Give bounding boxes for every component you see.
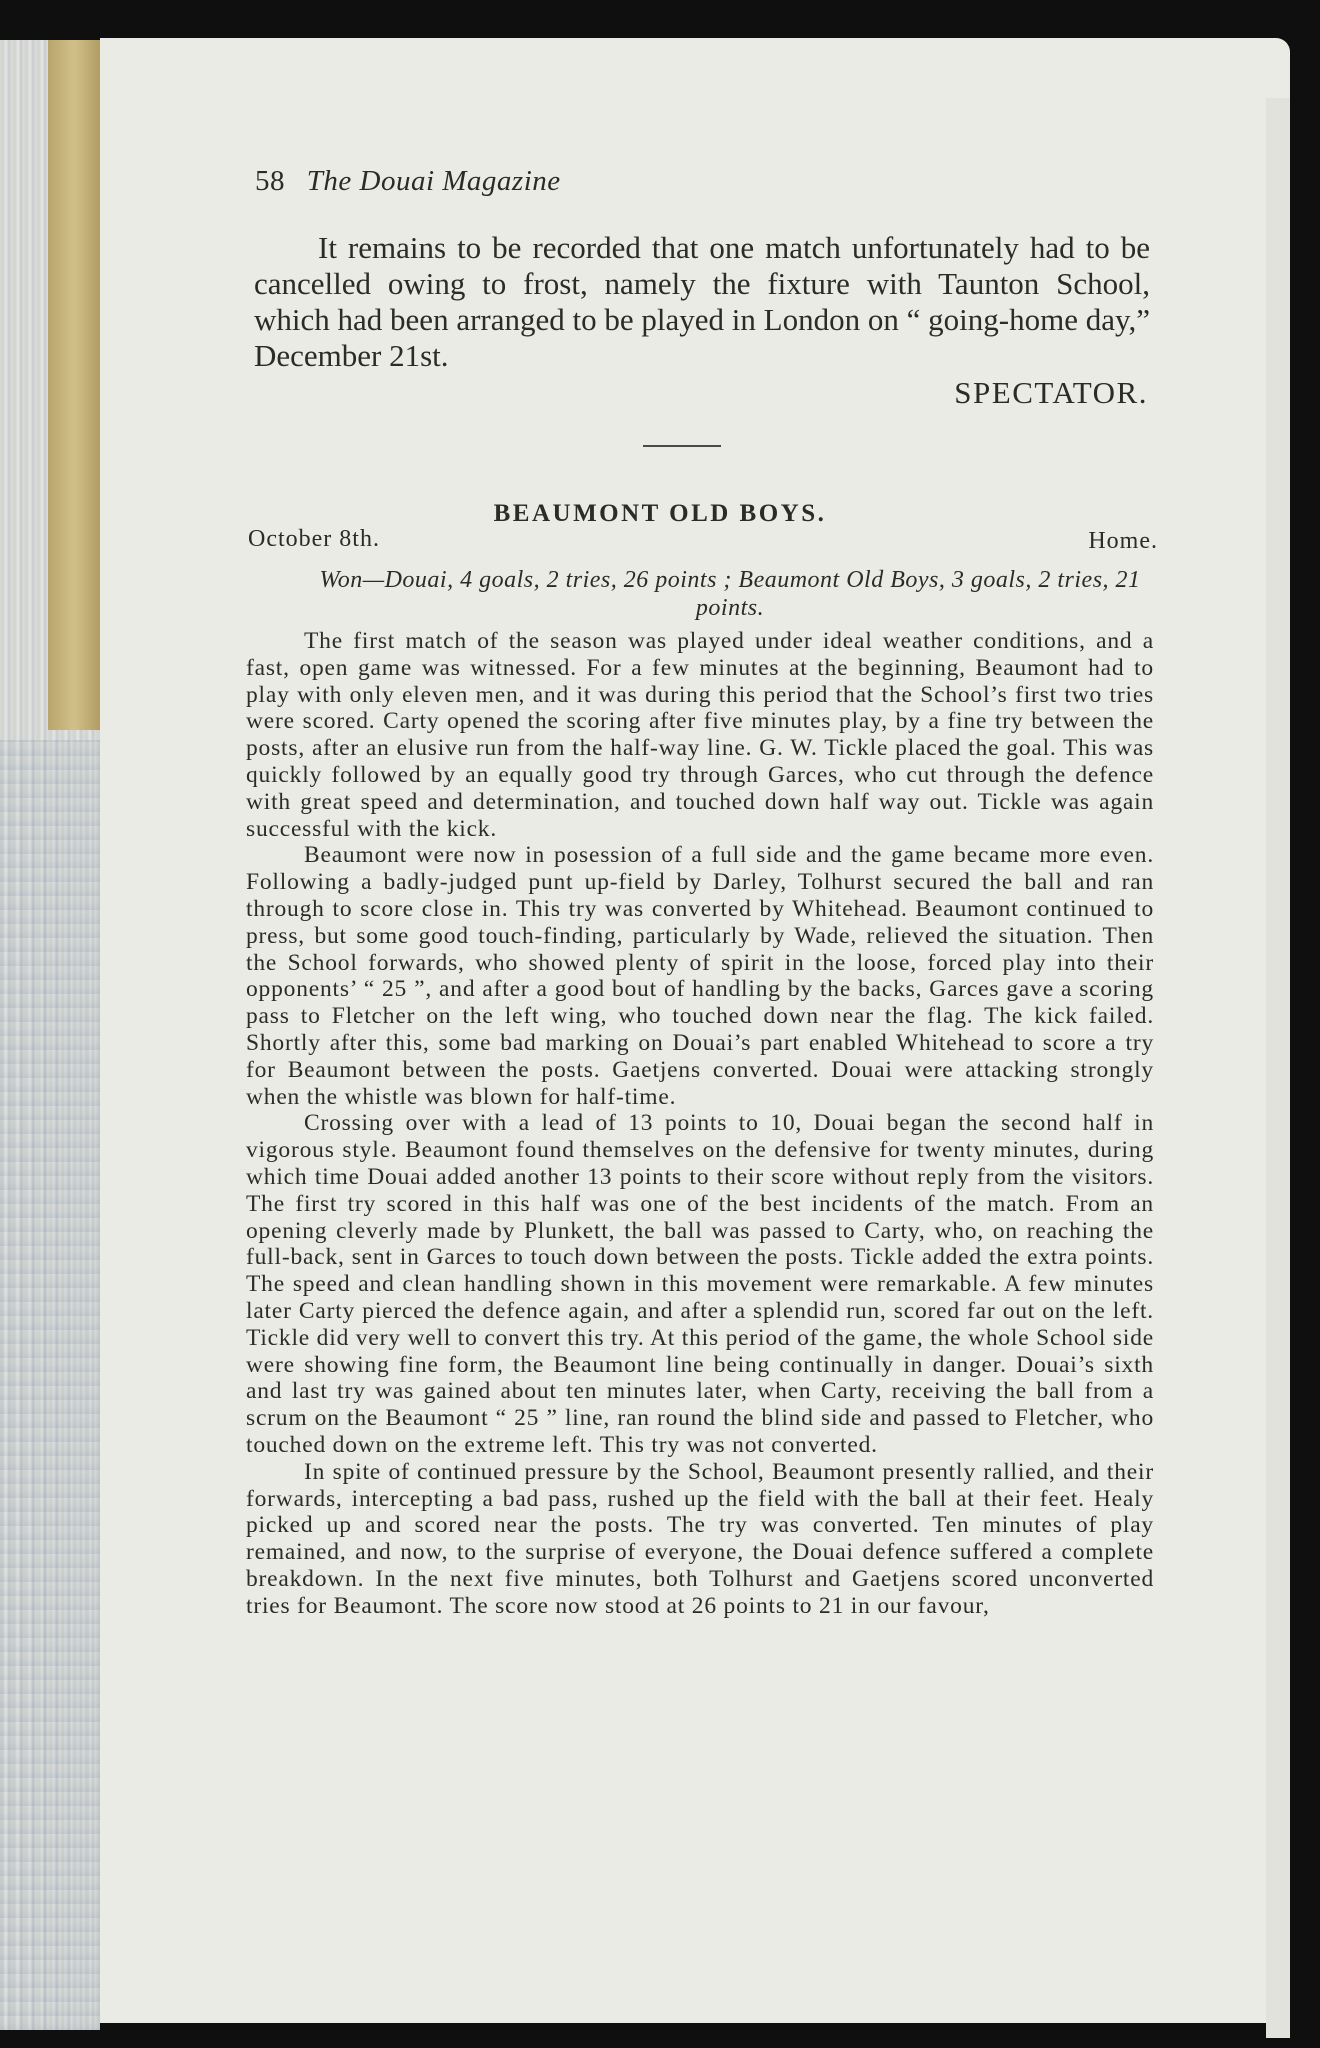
match-report: [246, 628, 1154, 1619]
match-result: Won—Douai, 4 goals, 2 tries, 26 points ; Beaumont Old Boys, 3 goals, 2 tries, 21 points.: [319, 567, 1141, 621]
author-signature: SPECTATOR.: [954, 375, 1148, 410]
page-rim: [1266, 98, 1290, 2038]
book-page-edges: [0, 40, 100, 2030]
section-divider: [643, 445, 721, 447]
match-venue: Home.: [1088, 528, 1158, 554]
magazine-title: The Douai Magazine: [306, 165, 561, 197]
page-edge-speckle: [0, 740, 100, 2030]
page-number: 58: [255, 165, 285, 197]
match-heading: BEAUMONT OLD BOYS.: [493, 500, 827, 527]
report-paragraph: Beaumont were now in posession of a full side and the game became more even. Following a badly-judged punt up-field by Darley, Tolhurst secured the ball and ran through to score close in. This try was converted by Whitehead. Beaumont continued to press, but some good touch-finding, particularly by Wade, relieved the situation. Then the School forwards, who showed plenty of spirit in the loose, forced play into their opponents’ “ 25 ”, and after a good bout of handling by the backs, Garces gave a scoring pass to Fletcher on the left wing, who touched down near the flag. The kick failed. Shortly after this, some bad marking on Douai’s part enabled Whitehead to score a try for Beaumont between the posts. Gaetjens converted. Douai were attacking strongly when the whistle was blown for half-time.: [246, 842, 1154, 1110]
intro-paragraph: It remains to be recorded that one match unfortunately had to be cancelled owing to frost, namely the fixture with Taunton School, which had been arranged to be played in London on “ going-home day,” December 21st.: [254, 230, 1150, 373]
report-paragraph: In spite of continued pressure by the School, Beaumont presently rallied, and their forwards, intercepting a bad pass, rushed up the field with the ball at their feet. Healy picked up and scored near the posts. The try was converted. Ten minutes of play remained, and now, to the surprise of everyone, the Douai defence suffered a complete breakdown. In the next five minutes, both Tolhurst and Gaetjens scored unconverted tries for Beaumont. The score now stood at 26 points to 21 in our favour,: [246, 1458, 1154, 1619]
report-paragraph: Crossing over with a lead of 13 points to 10, Douai began the second half in vigorous style. Beaumont found themselves on the defensive for twenty minutes, during which time Douai added another 13 points to their score without reply from the visitors. The first try scored in this half was one of the best incidents of the match. From an opening cleverly made by Plunkett, the ball was passed to Carty, who, on reaching the full-back, sent in Garces to touch down between the posts. Tickle added the extra points. The speed and clean handling shown in this movement were remarkable. A few minutes later Carty pierced the defence again, and after a splendid run, scored far out on the left. Tickle did very well to convert this try. At this period of the game, the whole School side were showing fine form, the Beaumont line being continually in danger. Douai’s sixth and last try was gained about ten minutes later, when Carty, receiving the ball from a scrum on the Beaumont “ 25 ” line, ran round the blind side and passed to Fletcher, who touched down on the extreme left. This try was not converted.: [246, 1110, 1154, 1458]
bookmark-tab: [48, 40, 100, 730]
match-date: October 8th.: [248, 526, 380, 552]
running-head: [255, 165, 561, 198]
report-paragraph: The first match of the season was played under ideal weather conditions, and a fast, open game was witnessed. For a few minutes at the beginning, Beaumont had to play with only eleven men, and it was during this period that the School’s first two tries were scored. Carty opened the scoring after five minutes play, by a fine try between the posts, after an elusive run from the half-way line. G. W. Tickle placed the goal. This was quickly followed by an equally good try through Garces, who cut through the defence with great speed and determination, and touched down half way out. Tickle was again successful with the kick.: [246, 628, 1154, 842]
